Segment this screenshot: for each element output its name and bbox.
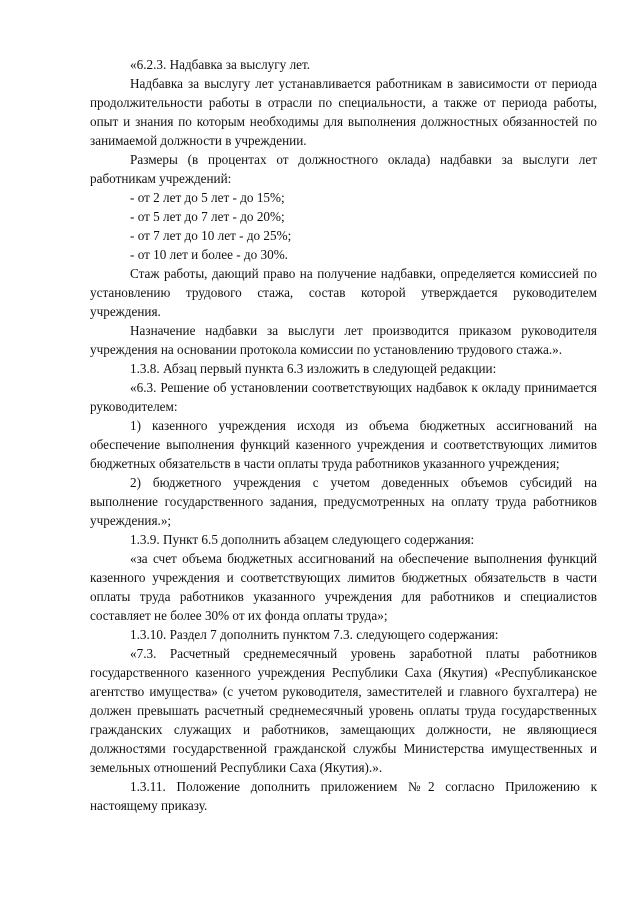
list-item: - от 10 лет и более - до 30%. [130,247,288,262]
paragraph-state-institution: 1) казенного учреждения исходя из объема бюджетных ассигнований на обеспечение выполнения функций казенного учреждения и соответствующих лимитов бюджетных обязательств в части оплаты труда работников указанного учреждения; [90,418,597,471]
paragraph-6-3-decision: «6.3. Решение об установлении соответствующих надбавок к окладу принимается руководителем: [90,380,597,414]
paragraph-1-3-9: 1.3.9. Пункт 6.5 дополнить абзацем следующего содержания: [130,532,475,547]
paragraph-budget-allocations: «за счет объема бюджетных ассигнований на обеспечение выполнения функций казенного учреждения и соответствующих лимитов бюджетных обязательств в части оплаты труда работников указанного учреждения для работников и специалистов составляет не более 30% от их фонда оплаты труда»; [90,551,597,623]
section-6-2-3-heading: «6.2.3. Надбавка за выслугу лет. [130,57,311,72]
list-item: - от 7 лет до 10 лет - до 25%; [130,228,292,243]
paragraph-bonus-appointment: Назначение надбавки за выслуги лет производится приказом руководителя учреждения на основании протокола комиссии по установлению трудового стажа.». [90,323,597,357]
list-item: - от 2 лет до 5 лет - до 15%; [130,190,285,205]
paragraph-work-experience: Стаж работы, дающий право на получение надбавки, определяется комиссией по установлению трудового стажа, состав которой утверждается руководителем учреждения. [90,266,597,319]
paragraph-bonus-sizes: Размеры (в процентах от должностного оклада) надбавки за выслуги лет работникам учреждений: [90,152,597,186]
paragraph-1-3-10: 1.3.10. Раздел 7 дополнить пунктом 7.3. следующего содержания: [130,627,499,642]
paragraph-budget-institution: 2) бюджетного учреждения с учетом доведенных объемов субсидий на выполнение государственного задания, предусмотренных на оплату труда работников учреждения.»; [90,475,597,528]
list-item: - от 5 лет до 7 лет - до 20%; [130,209,285,224]
paragraph-1-3-11: 1.3.11. Положение дополнить приложением №2 согласно Приложению к настоящему приказу. [90,779,597,813]
paragraph-seniority-bonus: Надбавка за выслугу лет устанавливается работникам в зависимости от периода продолжительности работы в отрасли по специальности, а также от периода работы, опыт и знания по которым необходимы для выполнения должностных обязанностей по занимаемой должности в учреждении. [90,76,597,148]
paragraph-1-3-8: 1.3.8. Абзац первый пункта 6.3 изложить в следующей редакции: [130,361,497,376]
document-page [90,55,597,815]
paragraph-7-3-salary-level: «7.3. Расчетный среднемесячный уровень заработной платы работников государственного казенного учреждения Республики Саха (Якутия) «Республиканское агентство имущества» (с учетом руководителя, заместителей и главного бухгалтера) не должен превышать расчетный среднемесячный уровень оплаты труда государственных гражданских служащих и работников, замещающих должности, не являющиеся должностями государственной гражданской службы Министерства имущественных и земельных отношений Республики Саха (Якутия).». [90,646,597,775]
